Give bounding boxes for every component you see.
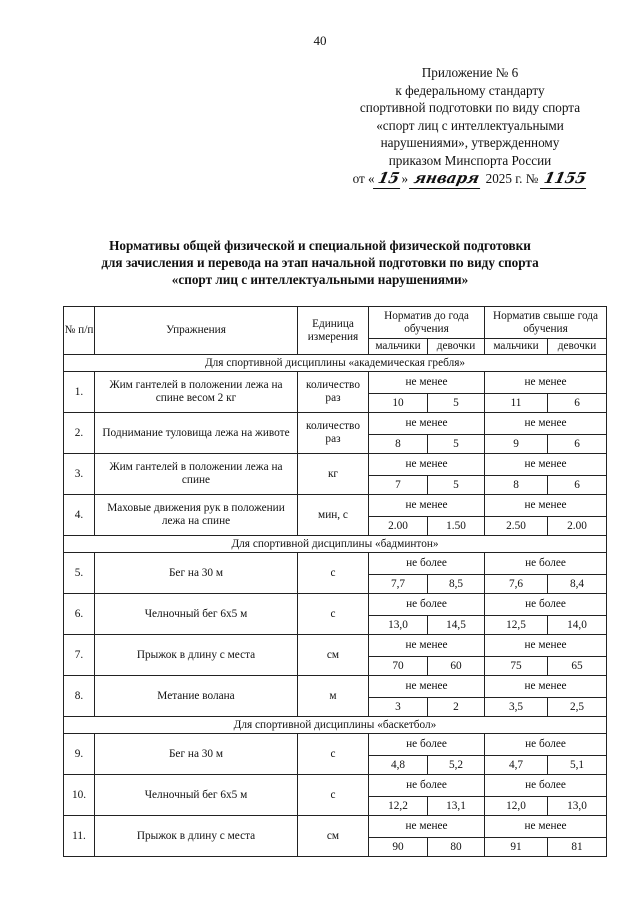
- value-girls-first: 13,1: [428, 797, 485, 816]
- value-boys-first: 8: [369, 435, 428, 454]
- value-boys-first: 10: [369, 394, 428, 413]
- value-boys-first: 90: [369, 838, 428, 857]
- unit: количество раз: [298, 372, 369, 413]
- value-boys-first: 12,2: [369, 797, 428, 816]
- value-boys-first: 7: [369, 476, 428, 495]
- norm-condition: не менее: [485, 495, 607, 517]
- norm-condition: не менее: [369, 495, 485, 517]
- value-boys-over: 9: [485, 435, 548, 454]
- norm-condition: не более: [369, 775, 485, 797]
- discipline-name: Для спортивной дисциплины «академическая гребля»: [64, 355, 607, 372]
- value-girls-over: 6: [548, 435, 607, 454]
- header-girls: девочки: [428, 339, 485, 355]
- value-boys-over: 7,6: [485, 575, 548, 594]
- row-number: 8.: [64, 676, 95, 717]
- norm-condition: не менее: [369, 413, 485, 435]
- value-girls-first: 1.50: [428, 517, 485, 536]
- exercise-name: Челночный бег 6х5 м: [95, 775, 298, 816]
- discipline-name: Для спортивной дисциплины «бадминтон»: [64, 536, 607, 553]
- header-unit: Единица измерения: [298, 307, 369, 355]
- table-row: [64, 676, 607, 698]
- norm-condition: не менее: [369, 676, 485, 698]
- value-boys-over: 12,5: [485, 616, 548, 635]
- unit: с: [298, 594, 369, 635]
- value-girls-over: 8,4: [548, 575, 607, 594]
- row-number: 3.: [64, 454, 95, 495]
- norm-condition: не менее: [369, 635, 485, 657]
- value-boys-over: 3,5: [485, 698, 548, 717]
- exercise-name: Бег на 30 м: [95, 734, 298, 775]
- norm-condition: не менее: [485, 413, 607, 435]
- value-boys-first: 3: [369, 698, 428, 717]
- exercise-name: Прыжок в длину с места: [95, 816, 298, 857]
- title-line: для зачисления и перевода на этап начальной подготовки по виду спорта: [101, 255, 539, 270]
- norm-condition: не более: [485, 594, 607, 616]
- order-number-handwritten: 1155: [540, 170, 590, 189]
- value-boys-first: 2.00: [369, 517, 428, 536]
- discipline-name: Для спортивной дисциплины «баскетбол»: [64, 717, 607, 734]
- table-row: [64, 594, 607, 616]
- appendix-block: [335, 64, 605, 188]
- unit: с: [298, 734, 369, 775]
- title-line: «спорт лиц с интеллектуальными нарушениями»: [171, 272, 469, 287]
- exercise-name: Метание волана: [95, 676, 298, 717]
- unit: см: [298, 816, 369, 857]
- order-day-handwritten: 15: [373, 170, 404, 189]
- value-girls-over: 13,0: [548, 797, 607, 816]
- value-girls-over: 2.00: [548, 517, 607, 536]
- norm-condition: не менее: [485, 635, 607, 657]
- value-girls-over: 14,0: [548, 616, 607, 635]
- order-line: [335, 170, 605, 189]
- appendix-line: приказом Минспорта России: [388, 152, 552, 168]
- norm-condition: не более: [369, 553, 485, 575]
- appendix-line: спортивной подготовки по виду спорта: [359, 100, 581, 116]
- exercise-name: Жим гантелей в положении лежа на спине весом 2 кг: [95, 372, 298, 413]
- header-norm-over-year: Норматив свыше года обучения: [485, 307, 607, 339]
- value-boys-over: 11: [485, 394, 548, 413]
- discipline-row: [64, 355, 607, 372]
- row-number: 9.: [64, 734, 95, 775]
- value-boys-first: 70: [369, 657, 428, 676]
- unit: см: [298, 635, 369, 676]
- value-girls-over: 2,5: [548, 698, 607, 717]
- table-row: [64, 454, 607, 476]
- norm-condition: не менее: [485, 372, 607, 394]
- exercise-name: Поднимание туловища лежа на животе: [95, 413, 298, 454]
- norm-condition: не более: [369, 734, 485, 756]
- header-exercise: Упражнения: [95, 307, 298, 355]
- order-month-handwritten: января: [409, 170, 484, 189]
- value-girls-over: 65: [548, 657, 607, 676]
- norms-table-body: [64, 355, 607, 857]
- norm-condition: не менее: [485, 676, 607, 698]
- norm-condition: не менее: [369, 372, 485, 394]
- exercise-name: Бег на 30 м: [95, 553, 298, 594]
- appendix-line: к федеральному стандарту: [395, 82, 545, 98]
- value-boys-first: 13,0: [369, 616, 428, 635]
- row-number: 1.: [64, 372, 95, 413]
- discipline-row: [64, 717, 607, 734]
- header-boys: мальчики: [369, 339, 428, 355]
- value-girls-first: 80: [428, 838, 485, 857]
- unit: кг: [298, 454, 369, 495]
- order-year: 2025 г. №: [485, 170, 539, 186]
- norm-condition: не более: [485, 734, 607, 756]
- row-number: 6.: [64, 594, 95, 635]
- norm-condition: не менее: [369, 816, 485, 838]
- table-row: [64, 635, 607, 657]
- unit: мин, с: [298, 495, 369, 536]
- unit: количество раз: [298, 413, 369, 454]
- value-girls-over: 6: [548, 394, 607, 413]
- appendix-line: Приложение № 6: [421, 65, 519, 80]
- value-boys-over: 2.50: [485, 517, 548, 536]
- table-row: [64, 413, 607, 435]
- row-number: 2.: [64, 413, 95, 454]
- value-girls-first: 5: [428, 435, 485, 454]
- norm-condition: не более: [485, 553, 607, 575]
- norms-table: [63, 306, 607, 857]
- row-number: 7.: [64, 635, 95, 676]
- appendix-line: «спорт лиц с интеллектуальными: [376, 117, 564, 133]
- value-girls-over: 81: [548, 838, 607, 857]
- value-girls-first: 8,5: [428, 575, 485, 594]
- norm-condition: не менее: [369, 454, 485, 476]
- value-girls-over: 5,1: [548, 756, 607, 775]
- exercise-name: Челночный бег 6х5 м: [95, 594, 298, 635]
- value-boys-first: 7,7: [369, 575, 428, 594]
- row-number: 10.: [64, 775, 95, 816]
- value-girls-first: 5: [428, 476, 485, 495]
- value-boys-first: 4,8: [369, 756, 428, 775]
- appendix-line: нарушениями», утвержденному: [380, 135, 560, 151]
- page-number: 40: [313, 33, 327, 48]
- table-row: [64, 495, 607, 517]
- value-boys-over: 4,7: [485, 756, 548, 775]
- value-girls-first: 5: [428, 394, 485, 413]
- header-norm-first-year: Норматив до года обучения: [369, 307, 485, 339]
- unit: с: [298, 553, 369, 594]
- header-girls: девочки: [548, 339, 607, 355]
- row-number: 5.: [64, 553, 95, 594]
- table-row: [64, 553, 607, 575]
- norm-condition: не более: [369, 594, 485, 616]
- header-num: № п/п: [64, 307, 95, 355]
- order-mid: »: [401, 170, 409, 186]
- norm-condition: не более: [485, 775, 607, 797]
- value-boys-over: 75: [485, 657, 548, 676]
- exercise-name: Маховые движения рук в положении лежа на спине: [95, 495, 298, 536]
- table-row: [64, 372, 607, 394]
- value-boys-over: 12,0: [485, 797, 548, 816]
- header-boys: мальчики: [485, 339, 548, 355]
- title-line: Нормативы общей физической и специальной физической подготовки: [109, 238, 531, 253]
- value-boys-over: 91: [485, 838, 548, 857]
- value-girls-first: 14,5: [428, 616, 485, 635]
- unit: с: [298, 775, 369, 816]
- exercise-name: Прыжок в длину с места: [95, 635, 298, 676]
- norm-condition: не менее: [485, 454, 607, 476]
- discipline-row: [64, 536, 607, 553]
- row-number: 11.: [64, 816, 95, 857]
- value-girls-first: 2: [428, 698, 485, 717]
- row-number: 4.: [64, 495, 95, 536]
- document-title: [0, 237, 640, 288]
- table-row: [64, 734, 607, 756]
- norm-condition: не менее: [485, 816, 607, 838]
- unit: м: [298, 676, 369, 717]
- table-row: [64, 816, 607, 838]
- table-row: [64, 775, 607, 797]
- value-girls-first: 5,2: [428, 756, 485, 775]
- value-girls-first: 60: [428, 657, 485, 676]
- value-boys-over: 8: [485, 476, 548, 495]
- order-prefix: от «: [352, 170, 375, 186]
- exercise-name: Жим гантелей в положении лежа на спине: [95, 454, 298, 495]
- value-girls-over: 6: [548, 476, 607, 495]
